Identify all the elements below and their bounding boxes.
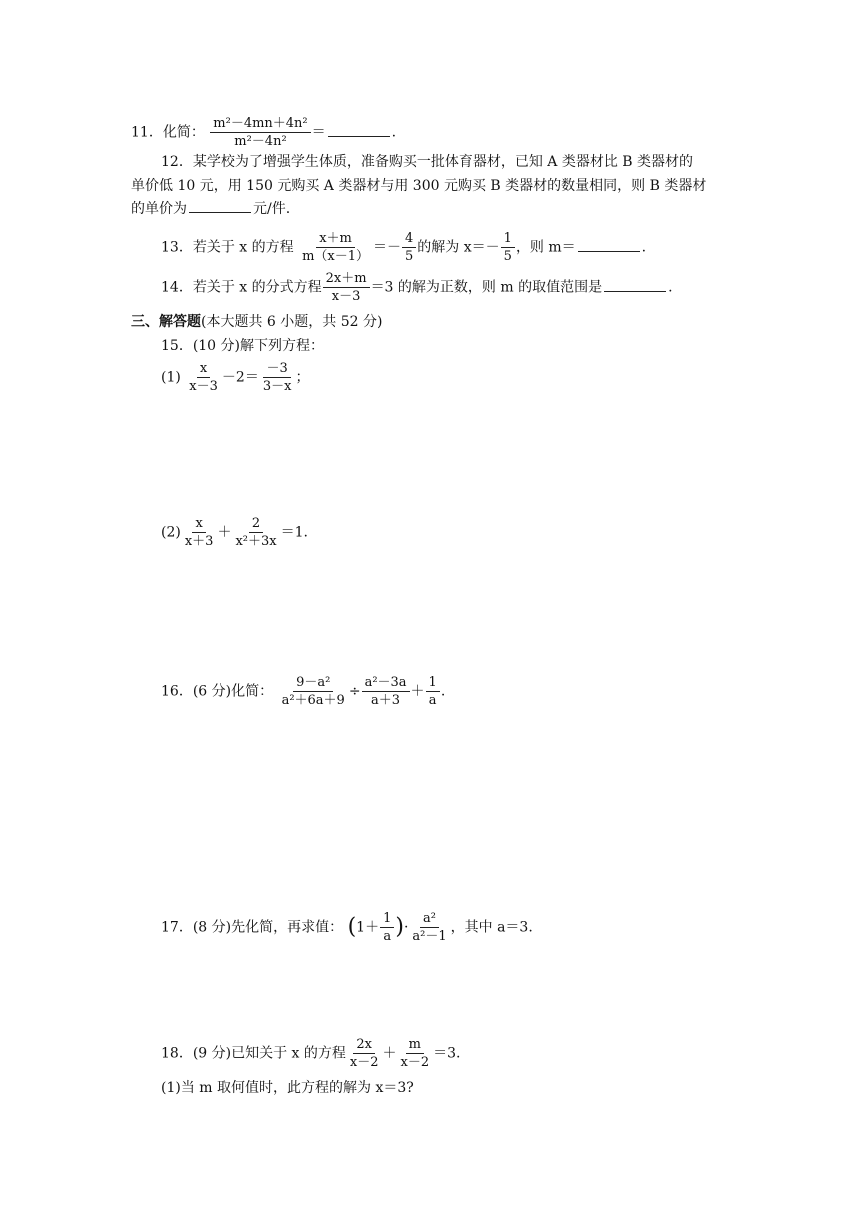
- fraction: $\frac{\text{a²－3a}}{a+3}$: [362, 674, 410, 709]
- fraction: $\frac{\text{m²－4mn＋4n²}}{\text{m²－4n²}}$: [210, 115, 310, 150]
- right-paren: ): [395, 914, 404, 940]
- question-14: 14．若关于 x 的分式方程 $\frac{2x+m}{x-3}$ ＝3 的解为正数，则 m 的取值范围是 .: [161, 271, 673, 304]
- fraction: $\frac{1}{5}$: [501, 230, 515, 265]
- question-15-head: 15．(10 分)解下列方程：: [161, 338, 325, 354]
- question-11: 11．化简： $\frac{\text{m²－4mn＋4n²}}{\text{m²－4n²}}$ ＝ .: [131, 116, 397, 149]
- fraction: $\frac{x}{x-3}$: [189, 361, 218, 394]
- fraction: $\frac{x}{x+3}$: [184, 516, 214, 549]
- question-12-line1: 12．某学校为了增强学生体质，准备购买一批体育器材，已知 A 类器材比 B 类器材的: [161, 154, 694, 170]
- fraction: $\frac{\text{a²}}{\text{a²－1}}$: [412, 911, 447, 944]
- question-13: 13．若关于 x 的方程 $\frac{x+m}{m(x-1)}$ ＝－ $\frac{4}{5}$ 的解为 x＝－ $\frac{1}{5}$ ，则 m＝ .: [161, 231, 647, 264]
- question-12-line3: 的单价为 元/件.: [131, 198, 290, 219]
- question-18: 18．(9 分)已知关于 x 的方程 $\frac{2x}{x-2}$ ＋ $\frac{m}{x-2}$ ＝3.: [161, 1037, 461, 1070]
- question-18-part1: (1)当 m 取何值时，此方程的解为 x＝3?: [161, 1080, 414, 1096]
- question-16: 16．(6 分)化简： $\frac{\text{9－a²}}{\text{a²＋6a＋9}}$ ÷ $\frac{\text{a²－3a}}{a+3}$ ＋ $\frac{1}{a}$ .: [161, 675, 446, 708]
- fraction: $\frac{2x+m}{x-3}$: [323, 270, 370, 305]
- question-15-part2: (2) $\frac{x}{x+3}$ ＋ $\frac{2}{\text{x²＋3x}}$ ＝1.: [161, 516, 308, 549]
- question-15-part1: (1) $\frac{x}{x-3}$ －2＝ $\frac{-3}{3-x}$ ；: [161, 361, 310, 394]
- fraction: $\frac{\text{9－a²}}{\text{a²＋6a＋9}}$: [281, 675, 345, 708]
- left-paren: (: [347, 914, 357, 940]
- fraction: $\frac{1}{a}$: [380, 910, 394, 945]
- fraction: $\frac{m}{x-2}$: [400, 1037, 430, 1070]
- fraction: $\frac{1}{a}$: [426, 674, 440, 709]
- section-3-heading: 三、解答题(本大题共 6 小题，共 52 分): [131, 314, 383, 330]
- fraction: $\frac{x+m}{m(x-1)}$: [302, 231, 370, 264]
- answer-blank[interactable]: [578, 237, 640, 252]
- answer-blank[interactable]: [604, 277, 666, 292]
- fraction: $\frac{4}{5}$: [402, 230, 416, 265]
- fraction: $\frac{2x}{x-2}$: [349, 1037, 379, 1070]
- question-17: 17．(8 分)先化简，再求值： (1＋ $\frac{1}{a}$ )· $\frac{\text{a²}}{\text{a²－1}}$ ，其中 a＝3.: [161, 911, 533, 944]
- answer-blank[interactable]: [328, 122, 390, 137]
- fraction: $\frac{2}{\text{x²＋3x}}$: [235, 516, 277, 549]
- fraction: $\frac{-3}{3-x}$: [262, 361, 292, 394]
- question-12-line2: 单价低 10 元，用 150 元购买 A 类器材与用 300 元购买 B 类器材的数量相同，则 B 类器材: [131, 178, 707, 194]
- answer-blank[interactable]: [189, 198, 251, 213]
